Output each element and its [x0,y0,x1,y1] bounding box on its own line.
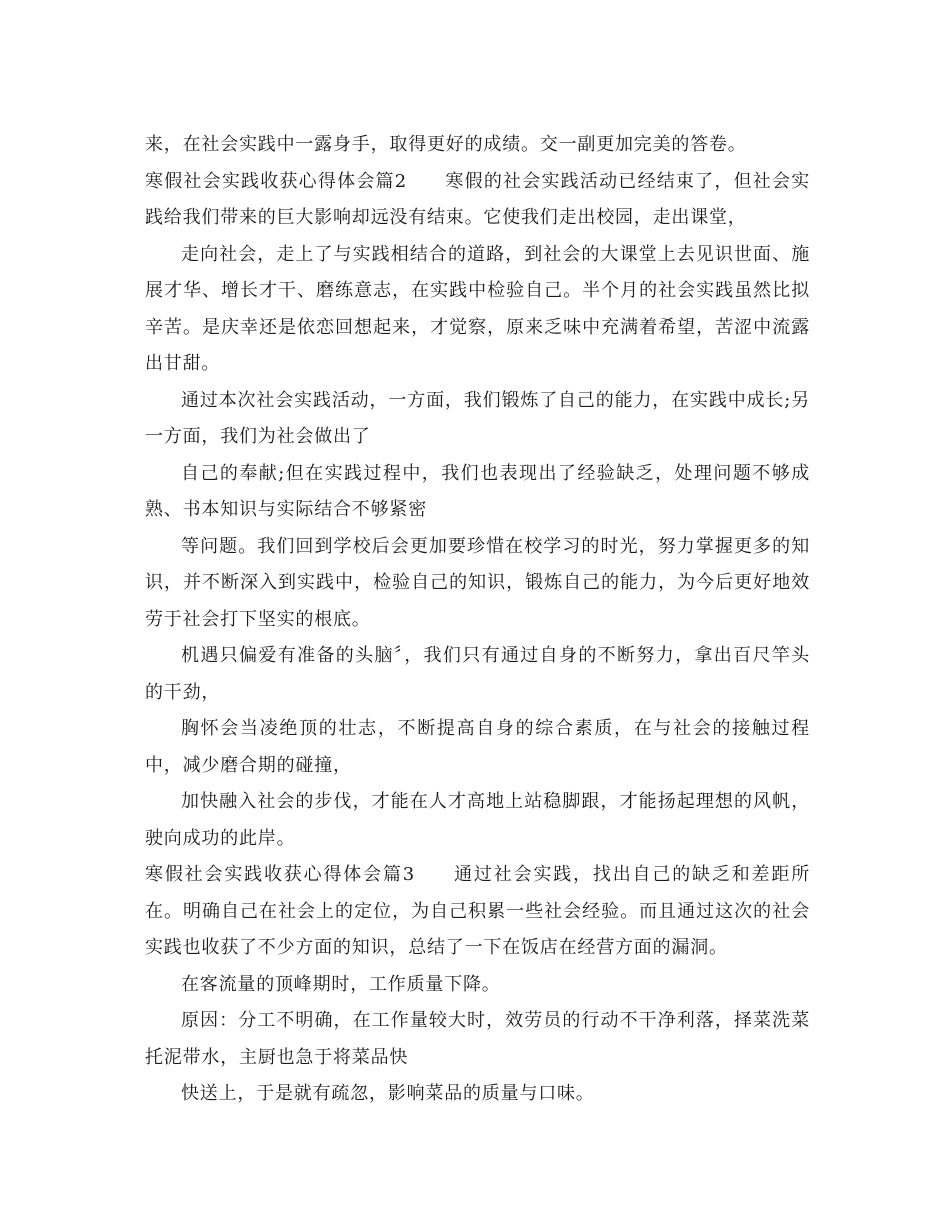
paragraph-text: 机遇只偏爱有准备的头脑〞，我们只有通过自身的不断努力，拿出百尺竿头的干劲， [145,645,810,703]
paragraph-1 [145,127,810,164]
paragraph-text: 原因：分工不明确，在工作量较大时，效劳员的行动不干净利落，择菜洗菜托泥带水，主厨也急于将菜品快 [145,1010,810,1068]
paragraph-text: 寒假的社会实践活动已经结束了，但社会实践给我们带来的巨大影响却远没有结束。它使我们走出校园，走出课堂， [145,170,810,228]
paragraph-text: 通过社会实践，找出自己的缺乏和差距所在。明确自己在社会上的定位，为自己积累一些社会经验。而且通过这次的社会实践也收获了不少方面的知识，总结了一下在饭店在经营方面的漏洞。 [145,864,810,958]
paragraph-8 [145,711,810,784]
paragraph-text: 胸怀会当凌绝顶的壮志，不断提高自身的综合素质，在与社会的接触过程中，减少磨合期的碰撞， [145,718,810,776]
paragraph-6 [145,529,810,639]
paragraph-text: 走向社会，走上了与实践相结合的道路，到社会的大课堂上去见识世面、施展才华、增长才干、磨练意志，在实践中检验自己。半个月的社会实践虽然比拟辛苦。是庆幸还是依恋回想起来，才觉察，原来乏味中充满着希望，苦涩中流露出甘甜。 [145,243,810,374]
paragraph-text: 来，在社会实践中一露身手，取得更好的成绩。交一副更加完美的答卷。 [145,134,747,155]
paragraph-text: 在客流量的顶峰期时，工作质量下降。 [181,973,501,995]
paragraph-4 [145,383,810,456]
paragraph-12 [145,1003,810,1076]
section-heading-3: 寒假社会实践收获心得体会篇3 [145,864,416,885]
paragraph-text: 自己的奉献;但在实践过程中，我们也表现出了经验缺乏，处理问题不够成熟、书本知识与实际结合不够紧密 [145,462,810,520]
paragraph-13 [145,1076,810,1113]
paragraph-5 [145,456,810,529]
paragraph-7 [145,638,810,711]
paragraph-3 [145,237,810,383]
paragraph-text: 通过本次社会实践活动，一方面，我们锻炼了自己的能力，在实践中成长;另一方面，我们为社会做出了 [145,389,810,447]
paragraph-10 [145,857,810,967]
section-heading-2: 寒假社会实践收获心得体会篇2 [145,170,407,192]
paragraph-11 [145,967,810,1004]
paragraph-text: 快送上，于是就有疏忽，影响菜品的质量与口味。 [181,1083,595,1104]
paragraph-text: 加快融入社会的步伐，才能在人才高地上站稳脚跟，才能扬起理想的风帆，驶向成功的此岸。 [145,791,810,849]
paragraph-2 [145,164,810,237]
paragraph-9 [145,784,810,857]
document-body [145,127,810,1113]
paragraph-text: 等问题。我们回到学校后会更加要珍惜在校学习的时光，努力掌握更多的知识，并不断深入到实践中，检验自己的知识，锻炼自己的能力，为今后更好地效劳于社会打下坚实的根底。 [145,535,810,630]
